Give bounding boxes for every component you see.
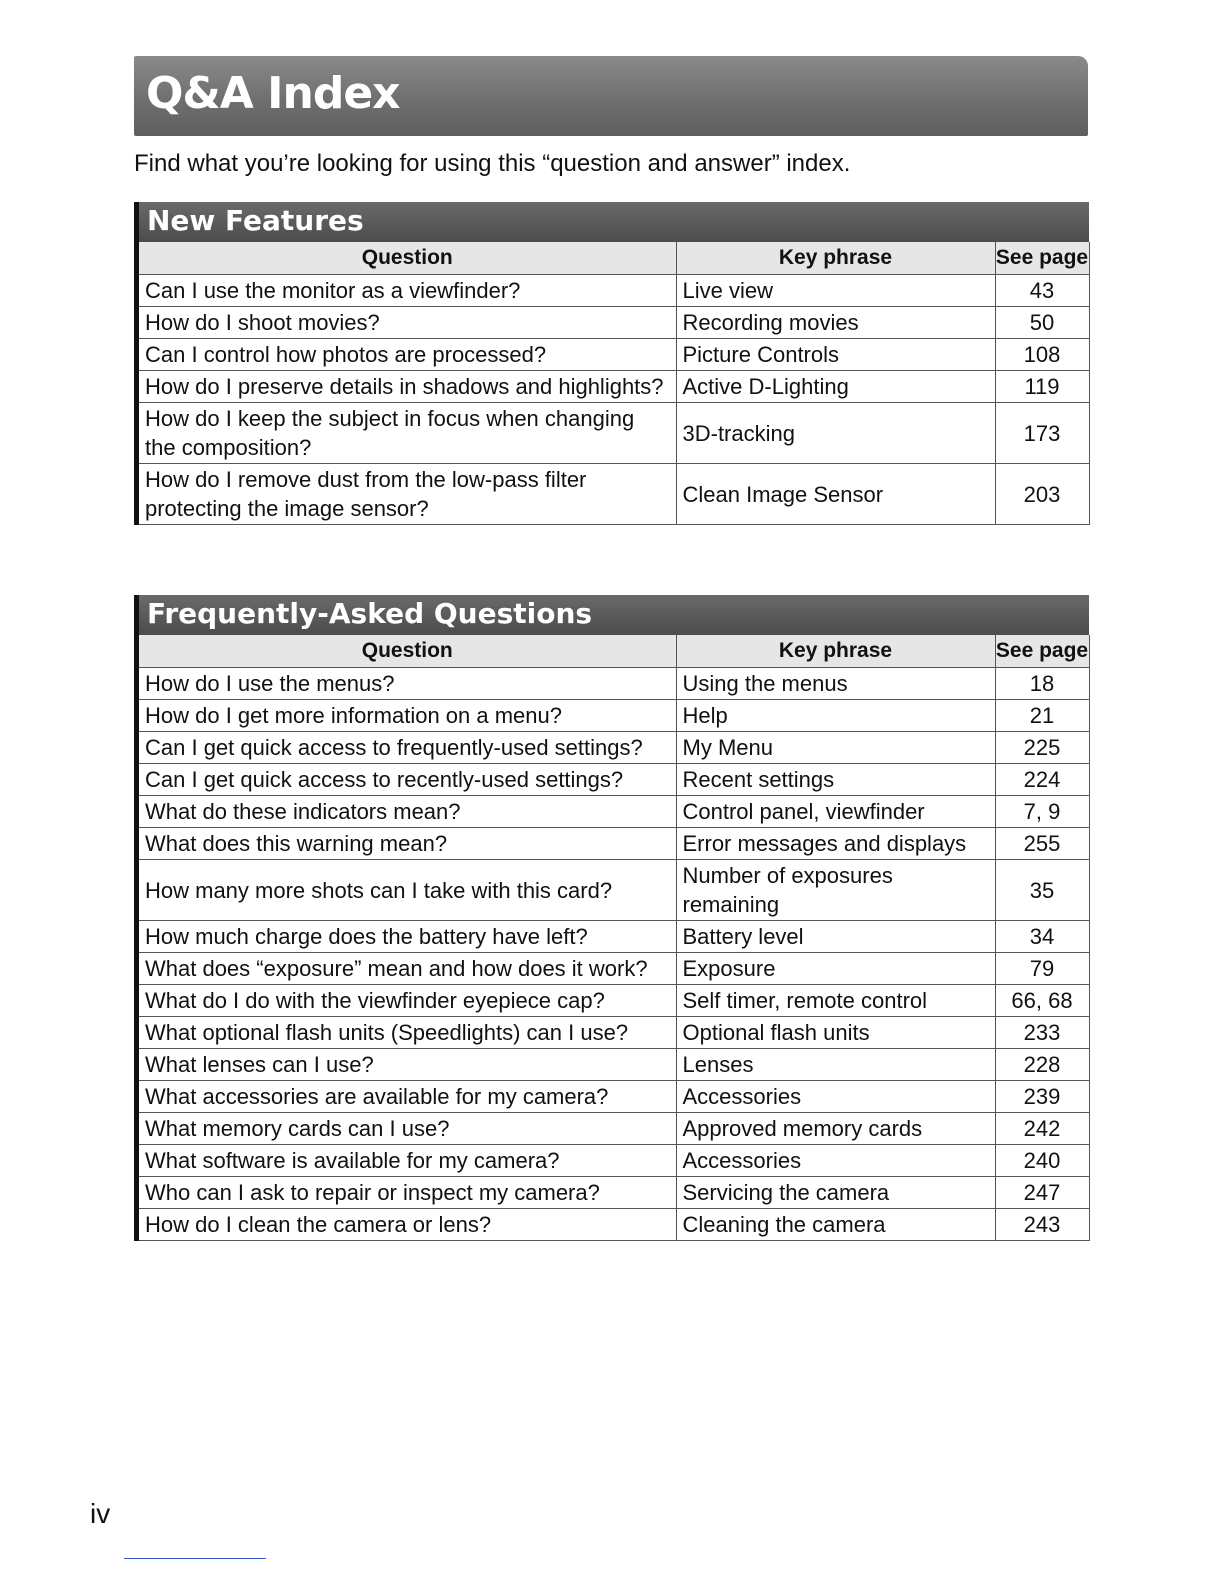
table-header-row <box>139 635 1089 668</box>
see-page-cell: 50 <box>995 307 1089 339</box>
table-row <box>139 700 1089 732</box>
table-row <box>139 668 1089 700</box>
question-cell: How do I preserve details in shadows and highlights? <box>139 371 676 403</box>
key-phrase-cell: Cleaning the camera <box>676 1209 995 1241</box>
new-features-heading: New Features <box>139 202 1089 242</box>
see-page-cell: 225 <box>995 732 1089 764</box>
table-row <box>139 1081 1089 1113</box>
question-cell: What does “exposure” mean and how does it work? <box>139 953 676 985</box>
question-cell: What software is available for my camera? <box>139 1145 676 1177</box>
key-phrase-cell: Approved memory cards <box>676 1113 995 1145</box>
question-cell: What accessories are available for my camera? <box>139 1081 676 1113</box>
see-page-cell: 66, 68 <box>995 985 1089 1017</box>
see-page-cell: 255 <box>995 828 1089 860</box>
key-phrase-cell: Self timer, remote control <box>676 985 995 1017</box>
column-header-question: Question <box>139 242 676 275</box>
see-page-cell: 247 <box>995 1177 1089 1209</box>
see-page-cell: 35 <box>995 860 1089 921</box>
table-row <box>139 307 1089 339</box>
column-header-question: Question <box>139 635 676 668</box>
see-page-cell: 119 <box>995 371 1089 403</box>
see-page-cell: 242 <box>995 1113 1089 1145</box>
title-banner <box>134 56 1088 136</box>
key-phrase-cell: Using the menus <box>676 668 995 700</box>
question-cell: Can I get quick access to frequently-used settings? <box>139 732 676 764</box>
question-cell: Can I get quick access to recently-used settings? <box>139 764 676 796</box>
question-cell: Can I use the monitor as a viewfinder? <box>139 275 676 307</box>
see-page-cell: 243 <box>995 1209 1089 1241</box>
question-cell: What memory cards can I use? <box>139 1113 676 1145</box>
table-row <box>139 1209 1089 1241</box>
footer-rule <box>124 1558 266 1559</box>
question-cell: How many more shots can I take with this card? <box>139 860 676 921</box>
table-row <box>139 764 1089 796</box>
table-row <box>139 1145 1089 1177</box>
key-phrase-cell: Accessories <box>676 1081 995 1113</box>
table-row <box>139 921 1089 953</box>
key-phrase-cell: 3D-tracking <box>676 403 995 464</box>
table-row <box>139 985 1089 1017</box>
new-features-section <box>134 202 1089 525</box>
new-features-rows <box>139 275 1089 525</box>
question-cell: How do I clean the camera or lens? <box>139 1209 676 1241</box>
question-cell: How do I use the menus? <box>139 668 676 700</box>
key-phrase-cell: Battery level <box>676 921 995 953</box>
column-header-key-phrase: Key phrase <box>676 635 995 668</box>
see-page-cell: 173 <box>995 403 1089 464</box>
table-row <box>139 371 1089 403</box>
key-phrase-cell: Recent settings <box>676 764 995 796</box>
table-row <box>139 1049 1089 1081</box>
key-phrase-cell: Recording movies <box>676 307 995 339</box>
key-phrase-cell: Picture Controls <box>676 339 995 371</box>
table-row <box>139 1113 1089 1145</box>
see-page-cell: 240 <box>995 1145 1089 1177</box>
see-page-cell: 79 <box>995 953 1089 985</box>
see-page-cell: 43 <box>995 275 1089 307</box>
question-cell: How do I keep the subject in focus when changing the composition? <box>139 403 676 464</box>
see-page-cell: 233 <box>995 1017 1089 1049</box>
table-row <box>139 796 1089 828</box>
see-page-cell: 108 <box>995 339 1089 371</box>
question-cell: Who can I ask to repair or inspect my camera? <box>139 1177 676 1209</box>
table-header-row <box>139 242 1089 275</box>
table-row <box>139 1017 1089 1049</box>
question-cell: What do I do with the viewfinder eyepiece cap? <box>139 985 676 1017</box>
key-phrase-cell: My Menu <box>676 732 995 764</box>
column-header-key-phrase: Key phrase <box>676 242 995 275</box>
faq-rows <box>139 668 1089 1241</box>
key-phrase-cell: Lenses <box>676 1049 995 1081</box>
key-phrase-cell: Clean Image Sensor <box>676 464 995 525</box>
page-title: Q&A Index <box>146 68 400 119</box>
question-cell: How do I remove dust from the low-pass filter protecting the image sensor? <box>139 464 676 525</box>
page-number: iv <box>90 1498 111 1529</box>
see-page-cell: 228 <box>995 1049 1089 1081</box>
question-cell: What lenses can I use? <box>139 1049 676 1081</box>
see-page-cell: 224 <box>995 764 1089 796</box>
table-row <box>139 275 1089 307</box>
key-phrase-cell: Control panel, viewfinder <box>676 796 995 828</box>
see-page-cell: 7, 9 <box>995 796 1089 828</box>
intro-text: Find what you’re looking for using this “question and answer” index. <box>134 150 851 177</box>
table-row <box>139 1177 1089 1209</box>
table-row <box>139 732 1089 764</box>
table-row <box>139 403 1089 464</box>
key-phrase-cell: Exposure <box>676 953 995 985</box>
question-cell: What do these indicators mean? <box>139 796 676 828</box>
table-row <box>139 339 1089 371</box>
see-page-cell: 18 <box>995 668 1089 700</box>
see-page-cell: 34 <box>995 921 1089 953</box>
key-phrase-cell: Servicing the camera <box>676 1177 995 1209</box>
key-phrase-cell: Active D-Lighting <box>676 371 995 403</box>
question-cell: How much charge does the battery have left? <box>139 921 676 953</box>
question-cell: Can I control how photos are processed? <box>139 339 676 371</box>
column-header-see-page: See page <box>995 635 1089 668</box>
question-cell: How do I shoot movies? <box>139 307 676 339</box>
table-row <box>139 860 1089 921</box>
faq-heading: Frequently-Asked Questions <box>139 595 1089 635</box>
question-cell: What does this warning mean? <box>139 828 676 860</box>
question-cell: How do I get more information on a menu? <box>139 700 676 732</box>
key-phrase-cell: Error messages and displays <box>676 828 995 860</box>
key-phrase-cell: Accessories <box>676 1145 995 1177</box>
new-features-table <box>139 242 1090 525</box>
question-cell: What optional flash units (Speedlights) can I use? <box>139 1017 676 1049</box>
key-phrase-cell: Number of exposures remaining <box>676 860 995 921</box>
column-header-see-page: See page <box>995 242 1089 275</box>
table-row <box>139 953 1089 985</box>
table-row <box>139 828 1089 860</box>
faq-table <box>139 635 1090 1241</box>
table-row <box>139 464 1089 525</box>
faq-section <box>134 595 1089 1241</box>
see-page-cell: 21 <box>995 700 1089 732</box>
key-phrase-cell: Help <box>676 700 995 732</box>
see-page-cell: 203 <box>995 464 1089 525</box>
key-phrase-cell: Live view <box>676 275 995 307</box>
see-page-cell: 239 <box>995 1081 1089 1113</box>
key-phrase-cell: Optional flash units <box>676 1017 995 1049</box>
